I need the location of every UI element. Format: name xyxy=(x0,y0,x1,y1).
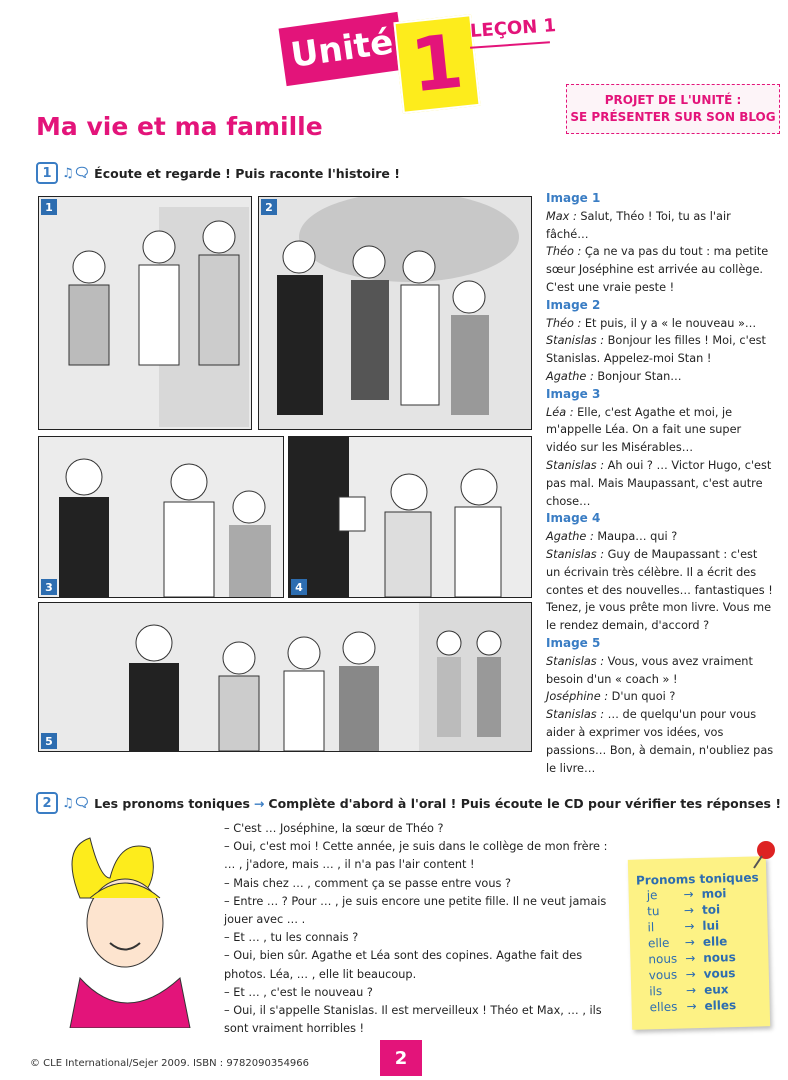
comic-panel-4 xyxy=(288,436,532,598)
pushpin-icon xyxy=(748,838,780,872)
page-number: 2 xyxy=(380,1040,422,1076)
story-image-heading: Image 2 xyxy=(546,297,601,312)
arrow-icon: → xyxy=(684,935,696,950)
tonic-pronoun: vous xyxy=(703,966,736,981)
exercise-2-instruction: Complète d'abord à l'oral ! Puis écoute le CD pour vérifier tes réponses ! xyxy=(268,795,782,811)
subject-pronoun: vous xyxy=(648,967,678,983)
dialog-line: – Oui, c'est moi ! Cette année, je suis dans le collège de mon frère : … , j'adore, mais … , il n'a pas l'air content ! xyxy=(224,840,608,872)
speech: Guy de Maupassant : c'est un écrivain très célèbre. Il a écrit des contes et des nouvelles… fantastiques ! Tenez, je vous prête mon livre. Vous me le rendez demain, d'accord ? xyxy=(546,547,773,633)
panel-number: 1 xyxy=(41,199,57,215)
dialog-line: – Oui, il s'appelle Stanislas. Il est merveilleux ! Théo et Max, … , ils sont vraiment horribles ! xyxy=(224,1004,602,1036)
tonic-pronoun: elles xyxy=(704,998,737,1013)
speech: Bonjour les filles ! Moi, c'est Stanislas. Appelez-moi Stan ! xyxy=(546,334,766,366)
subject-pronoun: tu xyxy=(646,904,660,919)
speaker: Théo : xyxy=(546,245,582,259)
subject-pronoun: elles xyxy=(649,999,678,1015)
speech: … de quelqu'un pour vous aider à exprimer vos idées, vos passions… Bon, à demain, n'oubliez pas le livre… xyxy=(546,708,774,775)
speech: Ah oui ? … Victor Hugo, c'est pas mal. Mais Maupassant, c'est autre chose… xyxy=(546,458,772,508)
speech: D'un quoi ? xyxy=(608,690,676,704)
exercise-1-header xyxy=(36,162,400,184)
story-line xyxy=(546,208,774,244)
lesson-label: LEÇON 1 xyxy=(469,15,557,42)
arrow-icon: → xyxy=(253,795,265,811)
arrow-icon: → xyxy=(685,951,696,966)
arrow-icon: → xyxy=(686,999,697,1014)
speech: Elle, c'est Agathe et moi, je m'appelle Léa. On a fait une super vidéo sur les Misérables… xyxy=(546,405,742,455)
speaker: Stanislas : xyxy=(546,708,605,722)
comic-panel-1 xyxy=(38,196,252,430)
subject-pronoun: elle xyxy=(647,935,670,951)
speaker: Léa : xyxy=(546,405,574,419)
story-line xyxy=(546,528,774,546)
subject-pronoun: ils xyxy=(649,983,663,999)
story-line xyxy=(546,315,774,333)
dialog-exercise xyxy=(224,820,622,1038)
story-line xyxy=(546,243,774,296)
pronoms-note xyxy=(628,856,770,1030)
pronoms-title: Pronoms toniques xyxy=(635,870,759,888)
tonic-pronoun: moi xyxy=(701,886,727,901)
project-box xyxy=(566,84,780,134)
arrow-icon: → xyxy=(684,919,695,934)
panel-number: 2 xyxy=(261,199,277,215)
pronoms-table xyxy=(643,885,742,1015)
story-image-heading: Image 5 xyxy=(546,635,601,650)
panel-number: 5 xyxy=(41,733,57,749)
story-line xyxy=(546,653,774,689)
speaker: Agathe : xyxy=(546,369,594,383)
speaker: Théo : xyxy=(546,316,582,330)
comic-panel-5 xyxy=(38,602,532,752)
speaker: Agathe : xyxy=(546,530,594,544)
tonic-pronoun: elle xyxy=(702,934,728,949)
dialog-line: – Entre … ? Pour … , je suis encore une petite fille. Il ne veut jamais jouer avec … . xyxy=(224,894,607,927)
comic-panel-2 xyxy=(258,196,532,430)
subject-pronoun: il xyxy=(647,920,655,935)
comic-panel-3 xyxy=(38,436,284,598)
tonic-pronoun: nous xyxy=(703,950,736,965)
panel-3-illustration xyxy=(39,437,283,597)
project-line-2: SE PRÉSENTER SUR SON BLOG xyxy=(570,110,776,124)
story-text xyxy=(546,190,774,777)
panel-number: 4 xyxy=(291,579,307,595)
speech: Salut, Théo ! Toi, tu as l'air fâché… xyxy=(546,209,731,241)
copyright: © CLE International/Sejer 2009. ISBN : 9782090354966 xyxy=(30,1058,310,1069)
panel-number: 3 xyxy=(41,579,57,595)
story-line xyxy=(546,706,774,777)
panel-1-illustration xyxy=(39,197,251,429)
exercise-1-instruction: Écoute et regarde ! Puis raconte l'histoire ! xyxy=(94,165,400,181)
josephine-illustration xyxy=(40,828,210,1028)
dialog-line: – Et … , tu les connais ? xyxy=(224,931,359,945)
dialog-line: – C'est … Joséphine, la sœur de Théo ? xyxy=(224,822,444,835)
story-image-heading: Image 1 xyxy=(546,191,601,205)
arrow-icon: → xyxy=(685,983,697,998)
exercise-2-number: 2 xyxy=(36,792,58,814)
dialog-line: – Mais chez … , comment ça se passe entre vous ? xyxy=(224,876,511,890)
page-title: Ma vie et ma famille xyxy=(36,112,323,141)
tonic-pronoun: eux xyxy=(703,982,729,997)
arrow-icon: → xyxy=(683,903,695,918)
story-line xyxy=(546,368,774,386)
exercise-2-title: Les pronoms toniques xyxy=(94,795,250,811)
dialog-line: – Et … , c'est le nouveau ? xyxy=(224,985,373,999)
speaker: Stanislas : xyxy=(546,458,605,472)
tonic-pronoun: lui xyxy=(702,918,720,933)
exercise-1-number: 1 xyxy=(36,162,58,184)
speaker: Stanislas : xyxy=(546,654,605,668)
story-line xyxy=(546,332,774,368)
project-line-1: PROJET DE L'UNITÉ : xyxy=(604,93,742,107)
pronoun-row xyxy=(645,997,741,1015)
story-image-heading: Image 4 xyxy=(546,511,601,526)
story-line xyxy=(546,688,774,706)
story-image-heading: Image 3 xyxy=(546,386,601,401)
speaker: Joséphine : xyxy=(546,690,609,704)
headphones-speech-icon: ♫🗨 xyxy=(62,795,91,811)
subject-pronoun: nous xyxy=(648,951,678,967)
speech: Bonjour Stan… xyxy=(593,369,682,383)
panel-2-illustration xyxy=(259,197,531,429)
story-line xyxy=(546,457,774,510)
speaker: Stanislas : xyxy=(546,334,605,348)
panel-4-illustration xyxy=(289,437,531,597)
speech: Et puis, il y a « le nouveau »… xyxy=(581,316,757,330)
exercise-2-header xyxy=(36,792,781,814)
unite-label: Unité xyxy=(279,12,406,86)
tonic-pronoun: toi xyxy=(701,902,721,917)
lesson-underline xyxy=(470,41,550,49)
pronoun-row xyxy=(643,885,739,903)
panel-5-illustration xyxy=(39,603,531,751)
speech: Vous, vous avez vraiment besoin d'un « coach » ! xyxy=(546,654,753,686)
speaker: Stanislas : xyxy=(546,547,605,561)
story-line xyxy=(546,404,774,457)
speaker: Max : xyxy=(546,209,577,223)
story-line xyxy=(546,546,774,635)
arrow-icon: → xyxy=(685,967,696,982)
speech: Maupa… qui ? xyxy=(593,530,678,544)
speech: Ça ne va pas du tout : ma petite sœur Joséphine est arrivée au collège. C'est une vraie peste ! xyxy=(546,245,769,294)
dialog-line: – Oui, bien sûr. Agathe et Léa sont des copines. Agathe fait des photos. Léa, … , elle lit beaucoup. xyxy=(224,949,583,981)
unit-number: 1 xyxy=(393,14,480,114)
headphones-speech-icon: ♫🗨 xyxy=(62,165,91,181)
subject-pronoun: je xyxy=(646,888,658,903)
arrow-icon: → xyxy=(683,887,694,902)
